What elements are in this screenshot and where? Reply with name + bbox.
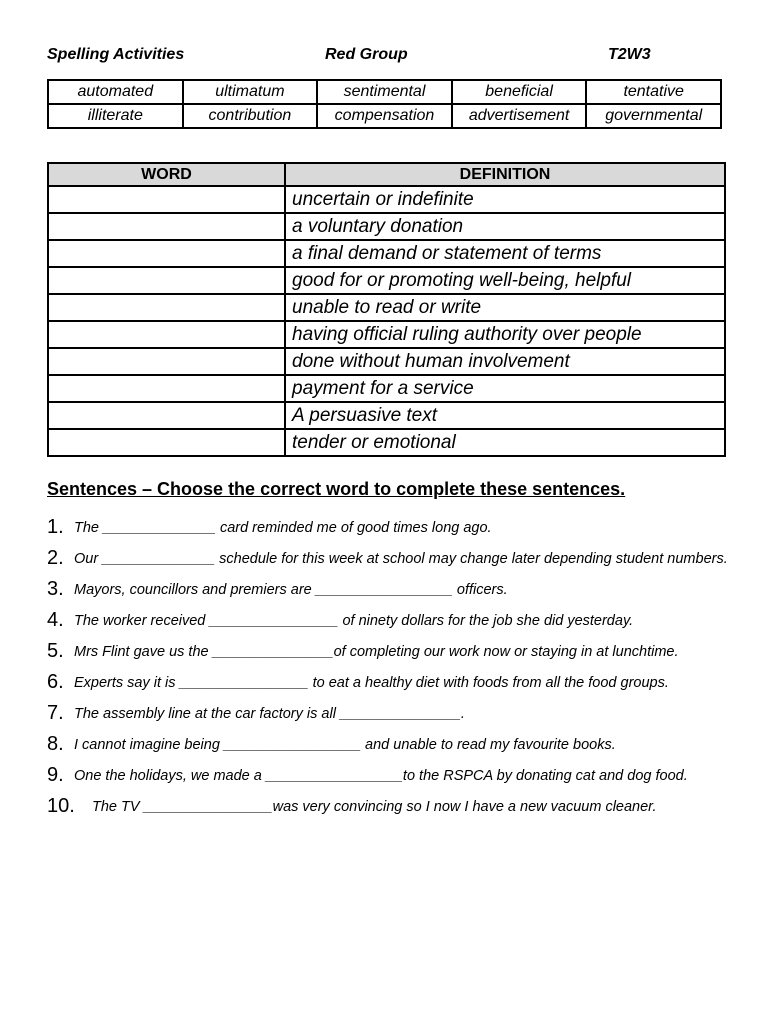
sentence-text: One the holidays, we made a _________________to the RSPCA by donating cat and dog food. (74, 768, 688, 784)
word-bank-cell: beneficial (452, 80, 587, 104)
sentence-text: Experts say it is ________________ to eat a healthy diet with foods from all the food groups. (74, 675, 669, 691)
word-answer-cell[interactable] (48, 429, 285, 456)
definition-row (48, 186, 725, 213)
word-bank-cell: tentative (586, 80, 721, 104)
sentence-text: The worker received ________________ of ninety dollars for the job she did yesterday. (74, 613, 634, 629)
sentence-text: Mrs Flint gave us the _______________of completing our work now or staying in at lunchtime. (74, 644, 679, 660)
word-answer-cell[interactable] (48, 294, 285, 321)
sentence-item (47, 795, 737, 819)
word-bank-row (48, 104, 721, 128)
sentence-item (47, 733, 737, 757)
definition-row (48, 429, 725, 456)
word-bank-cell: compensation (317, 104, 452, 128)
sentence-number: 4. (47, 609, 64, 631)
definition-row (48, 240, 725, 267)
word-bank-cell: contribution (183, 104, 318, 128)
word-answer-cell[interactable] (48, 375, 285, 402)
sentence-number: 10. (47, 795, 75, 817)
sentence-number: 2. (47, 547, 64, 569)
word-answer-cell[interactable] (48, 186, 285, 213)
sentence-text: The TV ________________was very convincing so I now I have a new vacuum cleaner. (92, 799, 657, 815)
definition-cell: uncertain or indefinite (285, 186, 725, 213)
definition-table-header-row (48, 163, 725, 186)
sentence-number: 7. (47, 702, 64, 724)
sentence-number: 9. (47, 764, 64, 786)
worksheet-header (47, 46, 723, 66)
definition-row (48, 213, 725, 240)
definition-table (47, 162, 726, 457)
definition-cell: tender or emotional (285, 429, 725, 456)
definition-row (48, 348, 725, 375)
word-answer-cell[interactable] (48, 348, 285, 375)
word-bank-cell: automated (48, 80, 183, 104)
definition-cell: unable to read or write (285, 294, 725, 321)
sentence-list (47, 516, 737, 826)
word-bank-cell: advertisement (452, 104, 587, 128)
definition-cell: A persuasive text (285, 402, 725, 429)
sentence-text: Mayors, councillors and premiers are _________________ officers. (74, 582, 508, 598)
word-bank-table (47, 79, 722, 129)
sentence-item (47, 671, 737, 695)
word-answer-cell[interactable] (48, 267, 285, 294)
sentence-number: 5. (47, 640, 64, 662)
definition-cell: having official ruling authority over people (285, 321, 725, 348)
sentence-text: I cannot imagine being _________________ and unable to read my favourite books. (74, 737, 616, 753)
word-answer-cell[interactable] (48, 213, 285, 240)
definition-row (48, 267, 725, 294)
sentence-text: The ______________ card reminded me of good times long ago. (74, 520, 492, 536)
word-bank-cell: ultimatum (183, 80, 318, 104)
word-bank-cell: illiterate (48, 104, 183, 128)
word-bank-row (48, 80, 721, 104)
sentence-item (47, 516, 737, 540)
worksheet-title: Spelling Activities (47, 46, 185, 63)
group-label: Red Group (325, 46, 408, 63)
definition-row (48, 321, 725, 348)
week-label: T2W3 (608, 46, 651, 63)
word-column-header: WORD (48, 163, 285, 186)
word-answer-cell[interactable] (48, 321, 285, 348)
definition-row (48, 294, 725, 321)
sentence-item (47, 609, 737, 633)
sentence-item (47, 702, 737, 726)
sentence-item (47, 547, 737, 571)
word-answer-cell[interactable] (48, 402, 285, 429)
definition-cell: good for or promoting well-being, helpful (285, 267, 725, 294)
word-bank-cell: governmental (586, 104, 721, 128)
sentence-item (47, 640, 737, 664)
sentence-item (47, 578, 737, 602)
sentence-text: Our ______________ schedule for this week at school may change later depending student numbers. (74, 551, 728, 567)
definition-cell: done without human involvement (285, 348, 725, 375)
sentence-text: The assembly line at the car factory is all _______________. (74, 706, 465, 722)
sentence-number: 8. (47, 733, 64, 755)
definition-row (48, 375, 725, 402)
word-answer-cell[interactable] (48, 240, 285, 267)
definition-row (48, 402, 725, 429)
sentence-number: 3. (47, 578, 64, 600)
sentences-heading: Sentences – Choose the correct word to complete these sentences. (47, 479, 626, 499)
sentence-item (47, 764, 737, 788)
definition-cell: a final demand or statement of terms (285, 240, 725, 267)
sentence-number: 1. (47, 516, 64, 538)
definition-column-header: DEFINITION (285, 163, 725, 186)
word-bank-cell: sentimental (317, 80, 452, 104)
sentence-number: 6. (47, 671, 64, 693)
definition-cell: a voluntary donation (285, 213, 725, 240)
definition-cell: payment for a service (285, 375, 725, 402)
